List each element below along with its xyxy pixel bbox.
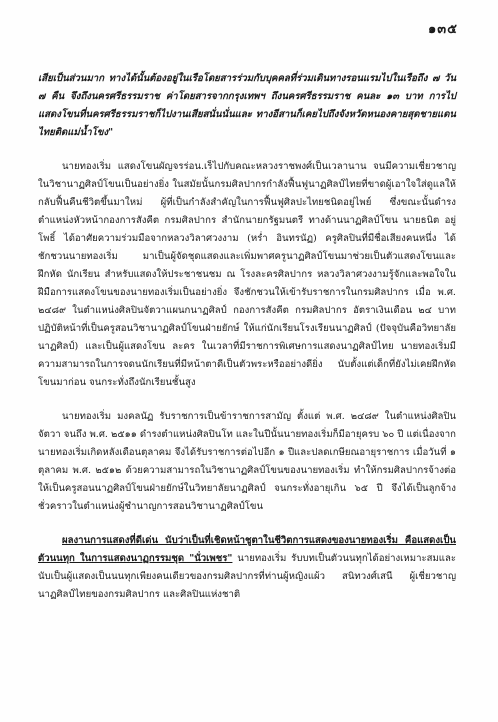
- quote-paragraph: เสียเป็นส่วนมาก ทางได้นั้นต้องอยู่ในเรือโดยสารร่วมกับบุคคลที่ร่วมเดินทางรอนแรมไปในเรือถึง ๗ วัน ๗ คืน จึงถึงนครศรีธรรมราช ค่าโดยสารจากกรุงเทพฯ ถึงนครศรีธรรมราช คนละ ๑๓ บาท การไปแสดงโขนที่นครศรีธรรมราชก็ไปงานเสียสนั่นนั่นและ ทางอีสานก็เคยไปถึงจังหวัดหนองคายสุดชายแดนไทยติดแม่น้ำโขง": [38, 73, 456, 138]
- body-paragraph-2: นายทองเริ่ม มงคลนัฏ รับราชการเป็นข้าราชการสามัญ ตั้งแต่ พ.ศ. ๒๔๘๙ ในตำแหน่งศิลปินจัตวา จนถึง พ.ศ. ๒๕๑๑ ดำรงตำแหน่งศิลปินโท และในปีนั้นนายทองเริ่มก็มีอายุครบ ๖๐ ปี แต่เนื่องจากนายทองเริ่มเกิดหลังเดือนตุลาคม จึงได้รับราชการต่อไปอีก ๑ ปีและปลดเกษียณอายุราชการ เมื่อวันที่ ๑ ตุลาคม พ.ศ. ๒๕๑๒ ด้วยความสามารถในวิชานาฏศิลป์โขนของนายทองเริ่ม ทำให้กรมศิลปากรจ้างต่อให้เป็นครูสอนนาฏศิลป์โขนฝ่ายยักษ์ในวิทยาลัยนาฏศิลป์ จนกระทั่งอายุเกิน ๖๕ ปี จึงได้เป็นลูกจ้างชั่วคราวในตำแหน่งผู้ชำนาญการสอนวิชานาฏศิลป์โขน: [38, 411, 456, 512]
- page-number: ๑๓๕: [428, 22, 458, 37]
- document-body: [38, 70, 456, 620]
- highlight-lead: ผลงานการแสดงที่ดีเด่น นับว่าเป็นที่เชิดหน้าชูตาในชีวิตการแสดงของนายทองเริ่ม คือแสดงเป็นตัวนนทุก ในการแสดงนาฏกรรมชุด "นั่วเพชร": [38, 535, 456, 564]
- body-paragraph-1: นายทองเริ่ม แสดงโขนผัญจรร่อน.เร็ไปกับคณะหลวงราชพงศ์เป็นเวลานาน จนมีความเชี่ยวชาญในวิชานาฏศิลป์โขนเป็นอย่างยิ่ง ในสมัยนั้นกรมศิลปากรกำลังฟื้นฟูนาฏศิลป์ไทยที่ขาดผู้เอาใจใส่ดูแลให้กลับฟื้นคืนชีวิตขึ้นมาใหม่ ผู้ที่เป็นกำลังสำคัญในการฟื้นฟูศิลปะไทยชนิดอยู่ไพย์ ซึ่งขณะนั้นดำรงตำแหน่งหัวหน้ากองการสังคีต กรมศิลปากร สำนักนายกรัฐมนตรี ทางด้านนาฏศิลป์โขน นายธนิต อยู่โพธิ์ ได้อาศัยความร่วมมือจากหลวงวิลาศวงงาม (หร่ำ อินทรนัฏ) ครูศิลปินที่มีชื่อเสียงคนหนึ่ง ได้ชักชวนนายทองเริ่ม มาเป็นผู้จัดชุดแสดงและเพิ่มพาศครูนาฏศิลป์โขนมาช่วยเป็นตัวแสดงโขนและฝึกหัด นักเรียน สำหรับแสดงให้ประชาชนชม ณ โรงละครศิลปากร หลวงวิลาศวงงามรู้จักและพอใจในฝีมือการแสดงโขนของนายทองเริ่มเป็นอย่างยิ่ง จึงชักชวนให้เข้ารับราชการในกรมศิลปากร เมื่อ พ.ศ. ๒๔๘๙ ในตำแหน่งศิลปินจัตวาแผนกนาฏศิลป์ กองการสังคีต กรมศิลปากร อัตราเงินเดือน ๒๔ บาท ปฏิบัติหน้าที่เป็นครูสอนวิชานาฏศิลป์โขนฝ่ายยักษ์ ให้แก่นักเรียนโรงเรียนนาฏศิลป์ (ปัจจุบันคือวิทยาลัยนาฏศิลป์) และเป็นผู้แสดงโขน ละคร ในเวลาที่มีราชการพิเศษการแสดงนาฏศิลป์ไทย นายทองเริ่มมีความสามารถในการจดนนักเรียนที่มีหน้าตาดีเป็นตัวพระหรืออย่างดียิ่ง นับตั้งแต่เด็กที่ยังไม่เคยฝึกหัดโขนมาก่อน จนกระทั่งถึงนักเรียนชั้นสูง: [38, 161, 456, 388]
- body-paragraph-3: [38, 532, 456, 604]
- paragraph-3-continuation: นายทองเริ่ม รับบทเป็นตัวนนทุกได้อย่างเหมาะสมและนับเป็นผู้แสดงเป็นนนทุกเพียงคนเดียวของกรมศิลปากรที่ท่านผู้หญิงแผ้ว สนิทวงศ์เสนี ผู้เชี่ยวชาญนาฏศิลป์ไทยของกรมศิลปากร และศิลปินแห่งชาติ: [38, 553, 457, 600]
